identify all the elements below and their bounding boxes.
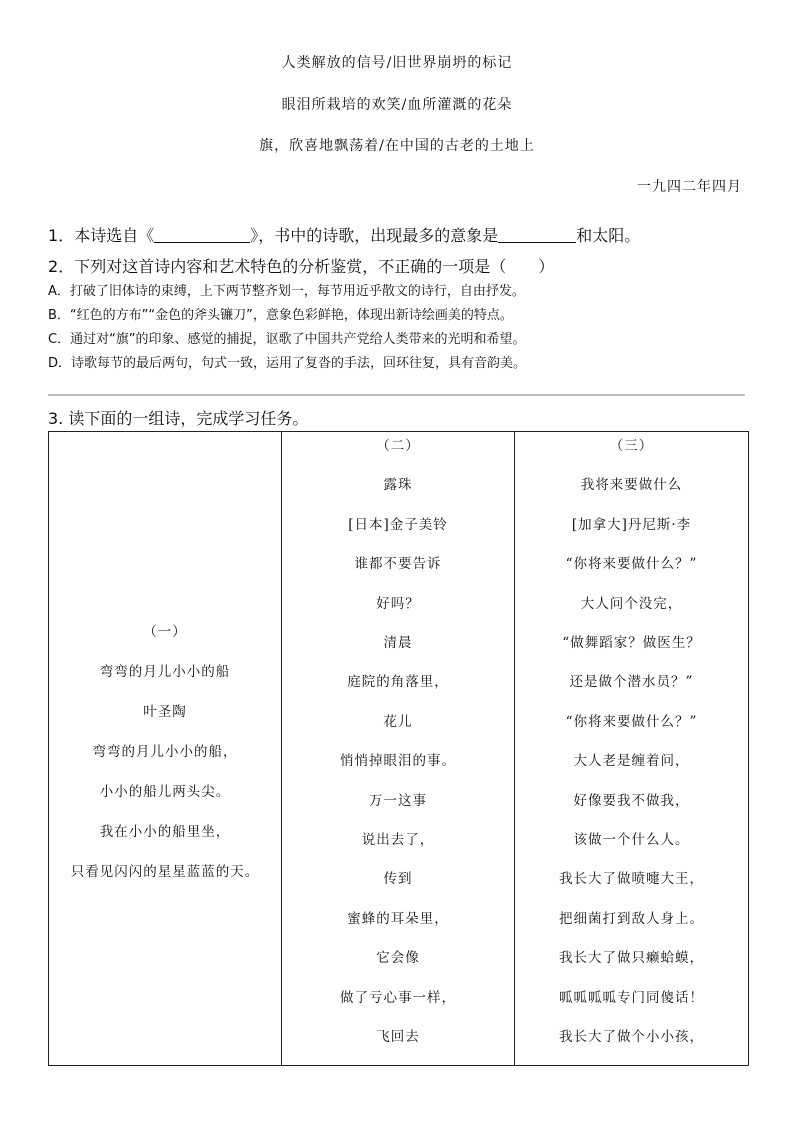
option-c[interactable]: C．通过对“旗”的印象、感觉的捕捉，讴歌了中国共产党给人类带来的光明和希望。 [48,332,526,347]
poem-line: 好像要我不做我， [573,792,690,809]
answer-blank-book[interactable] [154,228,250,243]
poem-line: 叶圣陶 [143,704,187,720]
poem-line: 把细菌打到敌人身上。 [559,910,704,927]
poem-section-number: （一） [143,624,187,640]
question-text: ．本诗选自《 [58,226,155,245]
poem-line: 露珠 [383,477,413,494]
poem-line: 庭院的角落里， [347,674,449,691]
poem-line: 人类解放的信号/旧世界崩坍的标记 [281,55,513,71]
option-d[interactable]: D．诗歌每节的最后两句，句式一致，运用了复沓的手法，回环往复，具有音韵美。 [48,356,527,371]
poem-line: 弯弯的月儿小小的船， [92,744,238,760]
option-a[interactable]: A．打破了旧体诗的束缚，上下两节整齐划一，每节用近乎散文的诗行，自由抒发。 [48,284,525,299]
poem-line: “你将来要做什么？” [565,713,698,730]
poem-line: 蜜蜂的耳朵里， [347,910,449,927]
question-text: 》，书中的诗歌，出现最多的意象是 [250,226,499,245]
poem-line: 眼泪所栽培的欢笑/血所灌溉的花朵 [281,97,513,113]
poem-line: 旗，欣喜地飘荡着/在中国的古老的土地上 [259,138,535,154]
poem-line: 花儿 [383,713,413,730]
question-1 [48,223,640,246]
poem-line: “做舞蹈家？做医生？ [562,635,701,651]
question-3: 3. 读下面的一组诗，完成学习任务。 [48,409,309,428]
poem-line: 我将来要做什么 [580,477,683,494]
poem-line: [加拿大]丹尼斯·李 [571,516,692,533]
poem-line: 该做一个什么人。 [573,832,690,848]
question-text: ．下列对这首诗内容和艺术特色的分析鉴赏，不正确的一项是（ ） [58,257,555,276]
poem-section-number: （二） [376,438,420,454]
poem-line: 万一这事 [369,792,427,809]
poem-line: 只看见闪闪的星星蓝蓝的天。 [70,864,260,880]
poem-table [48,431,749,1066]
poem-line: “你将来要做什么？” [565,556,698,573]
option-b[interactable]: B．“红色的方布”“金色的斧头镰刀”，意象色彩鲜艳，体现出新诗绘画美的特点。 [48,308,513,323]
poem-line: 大人问个没完， [580,595,683,612]
poem-line: 大人老是缠着问， [573,753,690,770]
question-text: 和太阳。 [576,226,641,245]
poem-cell-2 [282,432,515,1066]
poem-line: 我在小小的船里坐， [99,824,231,840]
poem-line: 小小的船儿两头尖。 [99,784,231,800]
poem-line: [日本]金子美铃 [348,516,448,533]
poem-line: 我长大了做个小小孩， [559,1029,704,1045]
poem-line: 还是做个潜水员？” [569,674,694,691]
poem-cell-1 [49,432,282,1066]
poem-date: 一九四二年四月 [637,179,742,195]
poem-line: 飞回去 [376,1029,420,1045]
poem-cell-3 [515,432,749,1066]
poem-line: 好吗？ [376,595,420,612]
poem-line: 弯弯的月儿小小的船 [99,664,231,680]
poem-line: 它会像 [376,950,420,967]
poem-line: 说出去了， [361,832,435,848]
poem-line: 我长大了做喷嚏大王， [559,871,704,888]
poem-line: 呱呱呱呱专门同傻话！ [559,989,704,1006]
section-divider [48,394,745,396]
question-2 [48,254,554,277]
poem-line: 传到 [383,871,413,888]
poem-line: 谁都不要告诉 [354,556,442,573]
poem-3 [515,432,748,1065]
poem-1 [49,432,281,1065]
question-number: 1 [48,226,59,245]
question-number: 2 [48,257,59,276]
poem-line: 做了亏心事一样， [340,989,456,1006]
poem-section-number: （三） [609,438,654,454]
poem-line: 悄悄掉眼泪的事。 [340,753,456,770]
poem-line: 清晨 [383,635,413,651]
poem-line: 我长大了做只癞蛤蟆， [559,950,704,967]
poem-2 [282,432,514,1065]
answer-blank-image[interactable] [498,228,576,243]
